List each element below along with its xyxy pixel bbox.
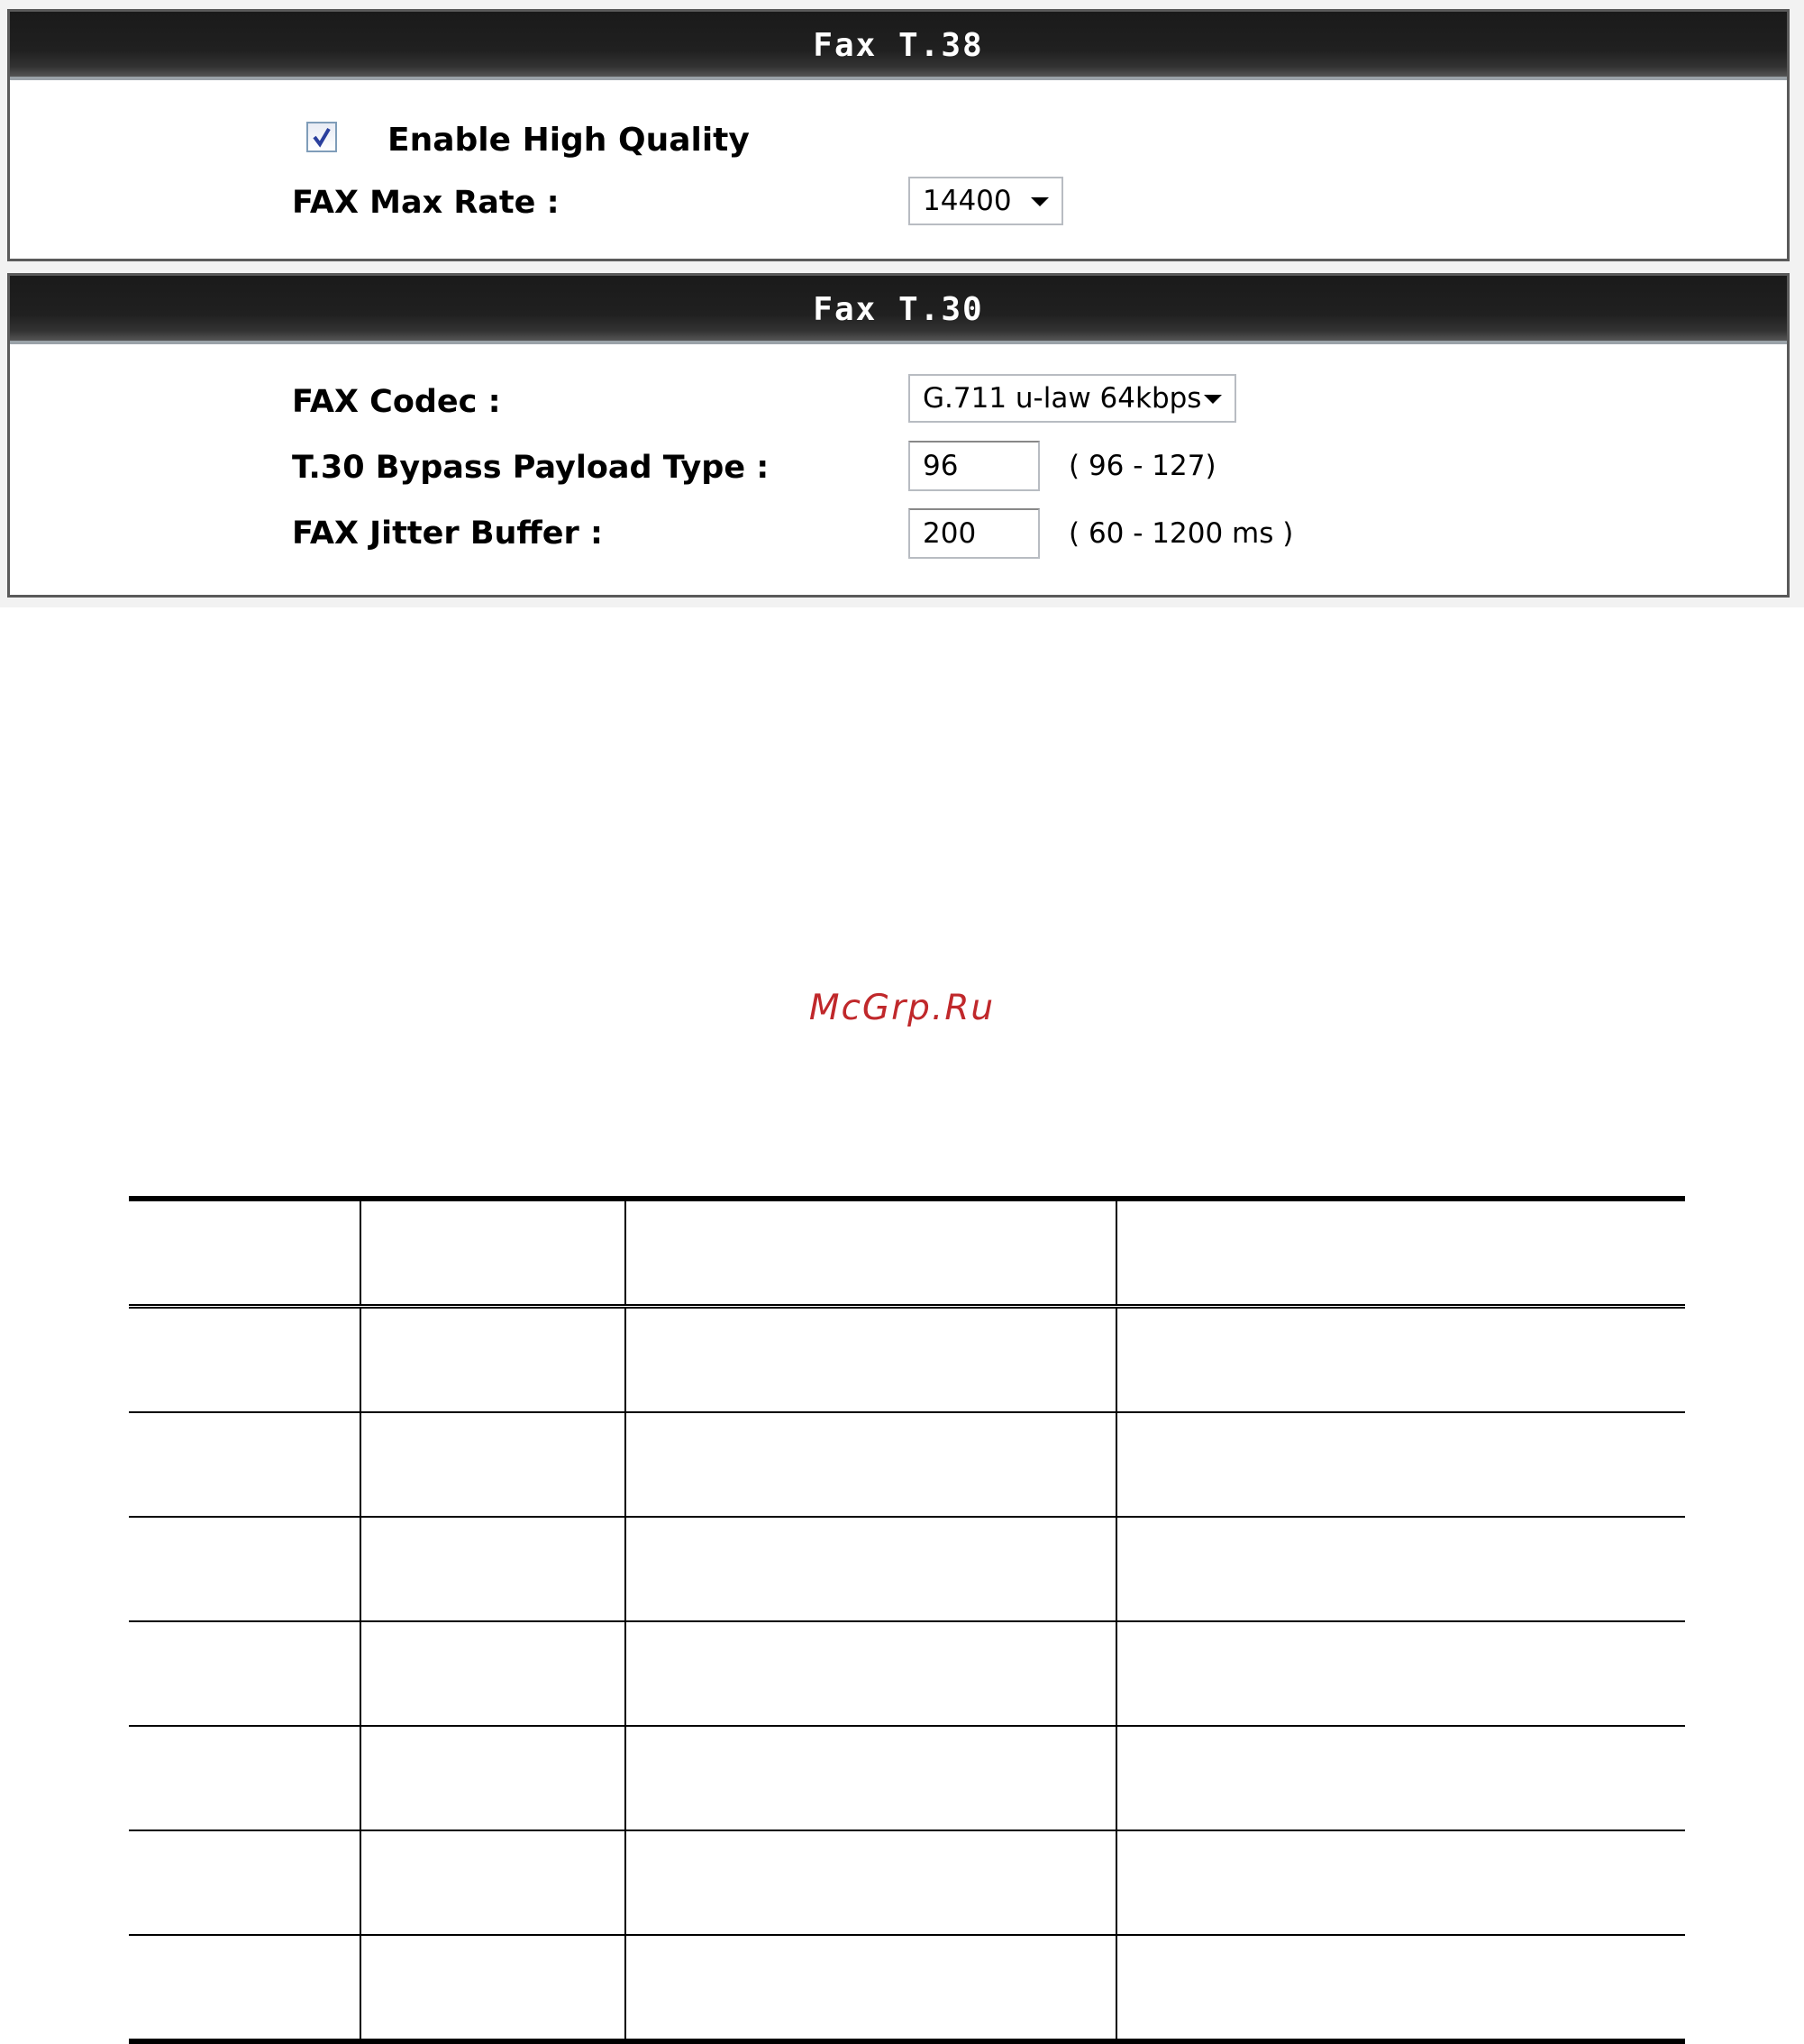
- table-row: [129, 1412, 1685, 1517]
- table-row: [129, 1517, 1685, 1621]
- table-cell: [129, 1199, 360, 1307]
- table-header-row: [129, 1199, 1685, 1307]
- table-cell: [625, 1412, 1116, 1517]
- table-cell: [1116, 1307, 1685, 1413]
- table-row: [129, 1830, 1685, 1935]
- table-row: [129, 1935, 1685, 2041]
- table-cell: [1116, 1199, 1685, 1307]
- table-cell: [360, 1726, 625, 1830]
- table-cell: [360, 1830, 625, 1935]
- table-cell: [1116, 1830, 1685, 1935]
- table-cell: [129, 1726, 360, 1830]
- fax-jitter-buffer-input[interactable]: 200: [908, 508, 1040, 559]
- table-cell: [1116, 1726, 1685, 1830]
- table-cell: [129, 1307, 360, 1413]
- table-cell: [1116, 1412, 1685, 1517]
- table-cell: [625, 1307, 1116, 1413]
- fax-t30-panel: [7, 273, 1790, 598]
- fax-max-rate-label: FAX Max Rate :: [292, 185, 560, 221]
- table-cell: [129, 1935, 360, 2041]
- table-cell: [1116, 1935, 1685, 2041]
- chevron-down-icon: [1204, 395, 1222, 404]
- table-cell: [360, 1621, 625, 1726]
- table-cell: [625, 1935, 1116, 2041]
- table-cell: [129, 1517, 360, 1621]
- checkmark-icon: [312, 126, 332, 148]
- table-cell: [360, 1199, 625, 1307]
- chevron-down-icon: [1031, 197, 1049, 206]
- table-cell: [129, 1412, 360, 1517]
- table-cell: [1116, 1517, 1685, 1621]
- table-cell: [625, 1830, 1116, 1935]
- table-cell: [625, 1621, 1116, 1726]
- fax-settings-area: [0, 0, 1804, 607]
- enable-high-quality-checkbox[interactable]: [306, 122, 337, 152]
- fax-codec-select[interactable]: [908, 374, 1236, 423]
- bypass-payload-type-range: ( 96 - 127): [1069, 450, 1216, 482]
- bypass-payload-type-label: T.30 Bypass Payload Type :: [292, 450, 770, 486]
- fax-jitter-buffer-label: FAX Jitter Buffer :: [292, 516, 603, 552]
- table-cell: [360, 1307, 625, 1413]
- table-row: [129, 1726, 1685, 1830]
- table-cell: [360, 1412, 625, 1517]
- fax-jitter-buffer-range: ( 60 - 1200 ms ): [1069, 517, 1294, 550]
- enable-high-quality-label: Enable High Quality: [387, 122, 750, 159]
- table-cell: [129, 1830, 360, 1935]
- fax-max-rate-select[interactable]: [908, 177, 1063, 225]
- table-row: [129, 1621, 1685, 1726]
- table-cell: [625, 1726, 1116, 1830]
- fax-codec-label: FAX Codec :: [292, 384, 501, 420]
- fax-codec-value: G.711 u-law 64kbps: [923, 382, 1202, 415]
- watermark-text: McGrp.Ru: [808, 988, 996, 1028]
- table-row: [129, 1307, 1685, 1413]
- bypass-payload-type-input[interactable]: 96: [908, 441, 1040, 491]
- table-cell: [625, 1517, 1116, 1621]
- table-cell: [360, 1517, 625, 1621]
- fax-t30-header: Fax T.30: [10, 276, 1787, 344]
- table-cell: [129, 1621, 360, 1726]
- table-cell: [625, 1199, 1116, 1307]
- table-cell: [1116, 1621, 1685, 1726]
- empty-table: [129, 1196, 1685, 2044]
- fax-max-rate-value: 14400: [923, 185, 1012, 217]
- table-cell: [360, 1935, 625, 2041]
- fax-t38-panel: [7, 9, 1790, 261]
- fax-t38-header: Fax T.38: [10, 12, 1787, 80]
